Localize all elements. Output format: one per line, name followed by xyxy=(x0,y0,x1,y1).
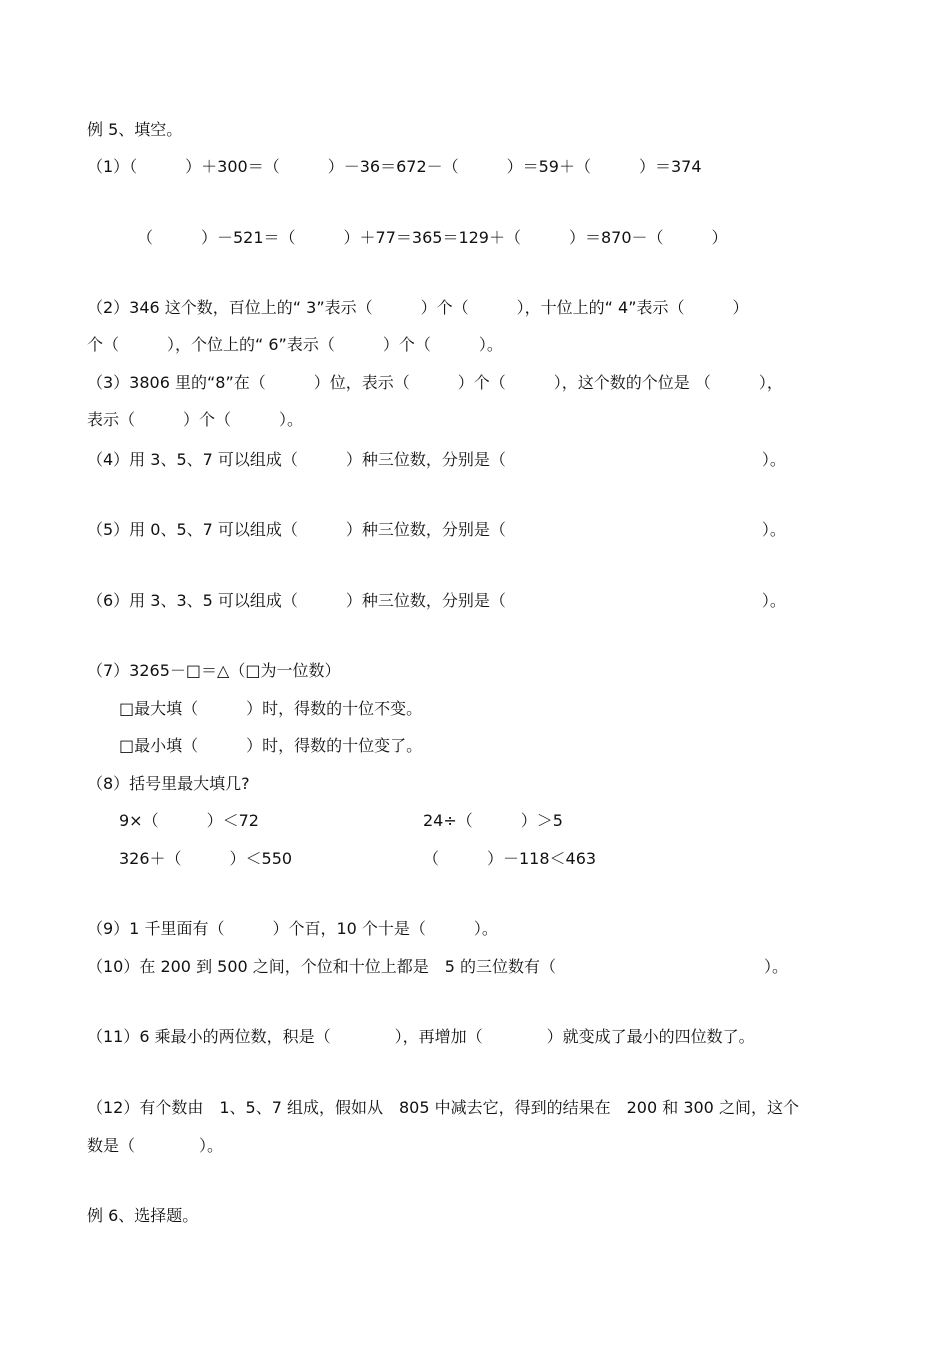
question-8-item-c: 326＋（ ）＜550 xyxy=(119,849,293,868)
question-8-item-a: 9×（ ）＜72 xyxy=(119,811,259,830)
question-2-line-1: （2）346 这个数，百位上的“ 3”表示（ ）个（ ），十位上的“ 4”表示（ ） xyxy=(87,298,749,317)
question-7-line-2: □最大填（ ）时，得数的十位不变。 xyxy=(119,699,423,718)
question-12-line-1: （12）有个数由 1、5、7 组成，假如从 805 中减去它，得到的结果在 200 和 300 之间，这个 xyxy=(87,1098,799,1117)
question-1-line-2: （ ）－521＝（ ）＋77＝365＝129＋（ ）＝870－（ ） xyxy=(137,228,728,247)
question-1-line-1: （1）（ ）＋300＝（ ）－36＝672－（ ）＝59＋（ ）＝374 xyxy=(87,157,702,176)
question-9: （9）1 千里面有（ ）个百，10 个十是（ ）。 xyxy=(87,919,498,938)
question-8-item-b: 24÷（ ）＞5 xyxy=(423,811,563,830)
question-4: （4）用 3、5、7 可以组成（ ）种三位数，分别是（ ）。 xyxy=(87,450,786,469)
question-12-line-2: 数是（ ）。 xyxy=(87,1136,224,1155)
example-5-title: 例 5、填空。 xyxy=(87,120,183,139)
question-7-line-1: （7）3265－□＝△（□为一位数） xyxy=(87,661,341,680)
question-3-line-2: 表示（ ）个（ ）。 xyxy=(87,410,304,429)
question-5: （5）用 0、5、7 可以组成（ ）种三位数，分别是（ ）。 xyxy=(87,520,786,539)
question-10: （10）在 200 到 500 之间，个位和十位上都是 5 的三位数有（ ）。 xyxy=(87,957,789,976)
question-8-title: （8）括号里最大填几? xyxy=(87,774,250,793)
question-6: （6）用 3、3、5 可以组成（ ）种三位数，分别是（ ）。 xyxy=(87,591,786,610)
question-3-line-1: （3）3806 里的“8”在（ ）位，表示（ ）个（ ），这个数的个位是 （ ）， xyxy=(87,373,783,392)
question-7-line-3: □最小填（ ）时，得数的十位变了。 xyxy=(119,736,423,755)
question-2-line-2: 个（ ），个位上的“ 6”表示（ ）个（ ）。 xyxy=(87,335,503,354)
question-8-item-d: （ ）－118＜463 xyxy=(423,849,597,868)
example-6-title: 例 6、选择题。 xyxy=(87,1206,199,1225)
question-11: （11）6 乘最小的两位数，积是（ ），再增加（ ）就变成了最小的四位数了。 xyxy=(87,1027,755,1046)
